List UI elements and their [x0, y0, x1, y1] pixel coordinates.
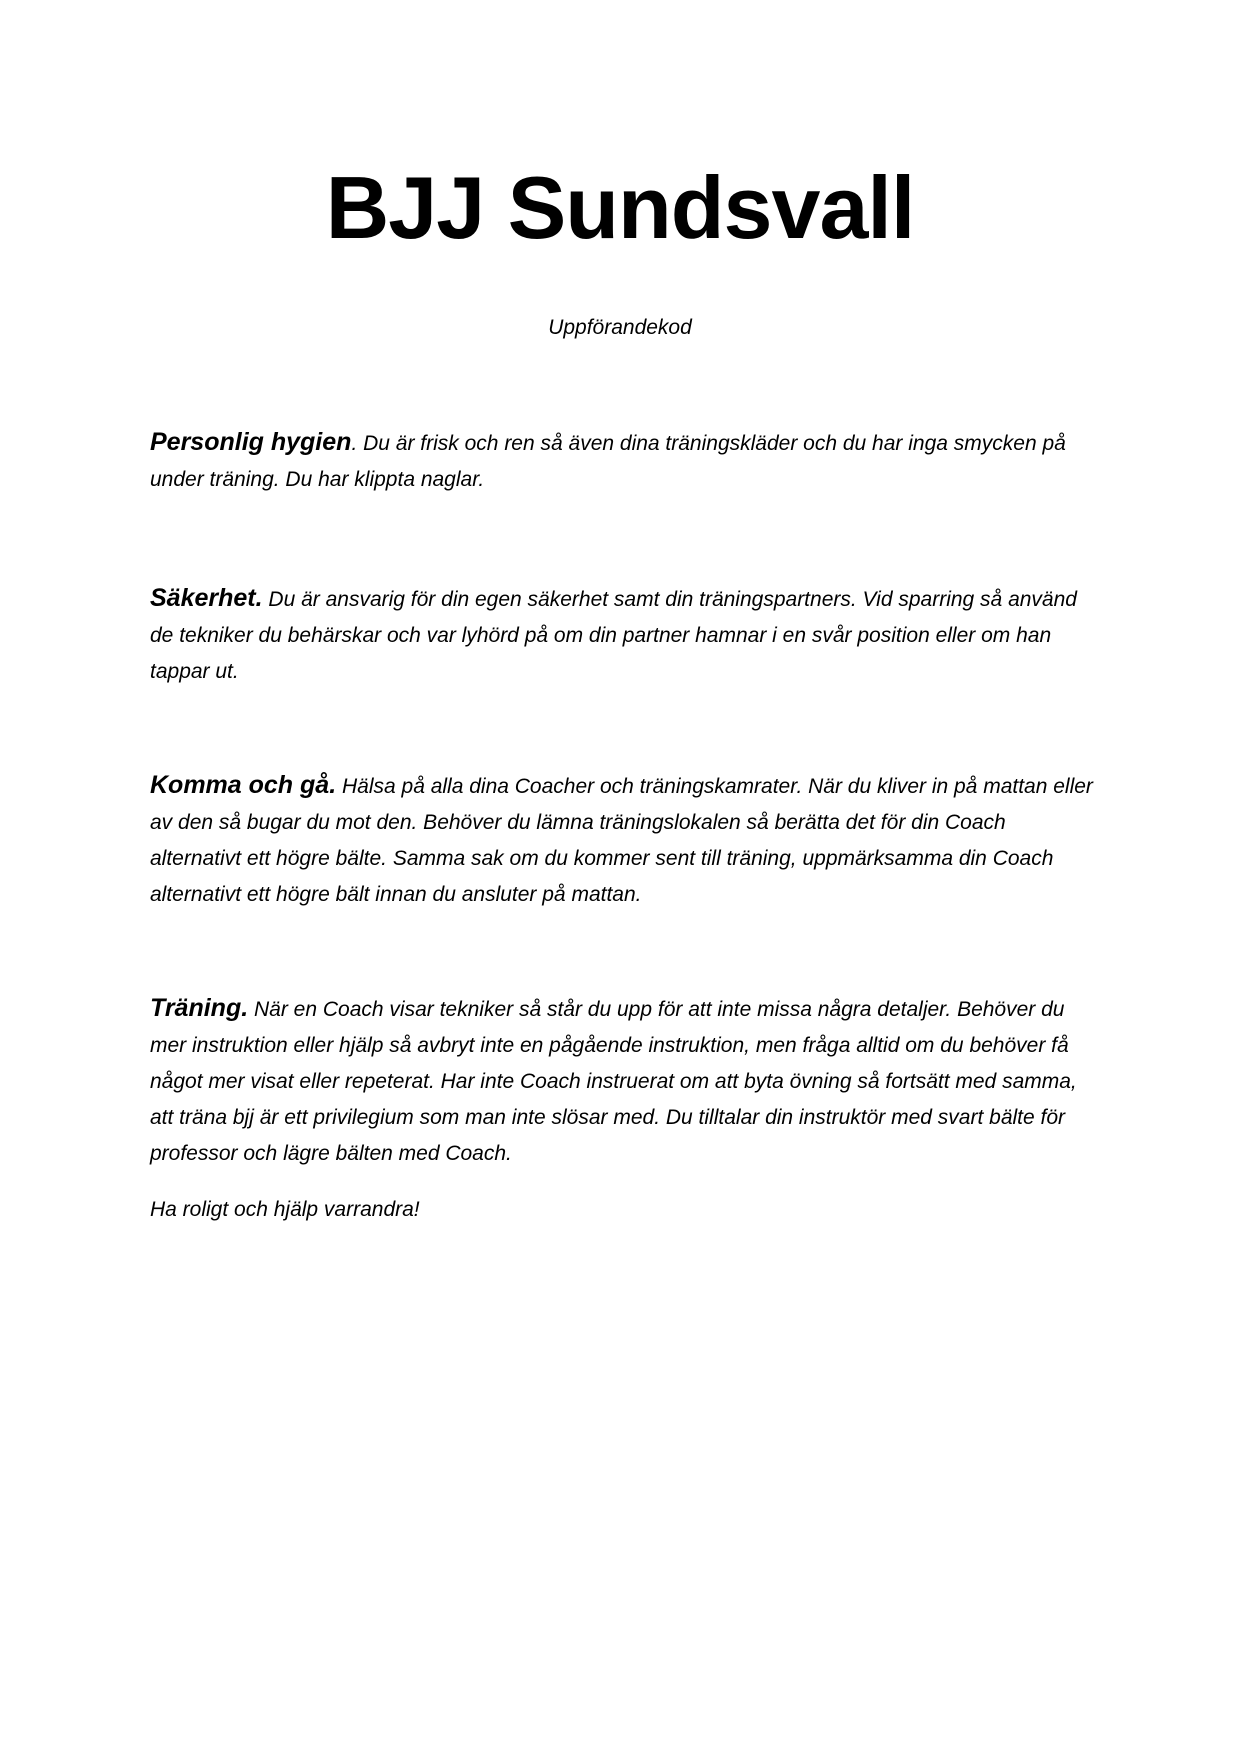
section-heading: Personlig hygien — [150, 428, 352, 456]
document-subtitle: Uppförandekod — [548, 316, 692, 339]
section-safety — [150, 580, 1100, 690]
section-text: Hälsa på alla dina Coacher och träningskamrater. När du kliver in på mattan eller av den så bugar du mot den. Behöver du lämna träningslokalen så berätta det för din Coach alternativt ett högre bälte. Samma sak om du kommer sent till träning, uppmärksamma din Coach alternativt ett högre bält innan du ansluter på mattan. — [150, 775, 1093, 906]
section-training — [150, 990, 1100, 1172]
section-text: När en Coach visar tekniker så står du upp för att inte missa några detaljer. Behöver du mer instruktion eller hjälp så avbryt inte en pågående instruktion, men fråga alltid om du behöver få något mer visat eller repeterat. Har inte Coach instruerat om att byta övning så fortsätt med samma, att träna bjj är ett privilegium som man inte slösar med. Du tilltalar din instruktör med svart bälte för professor och lägre bälten med Coach. — [150, 998, 1077, 1165]
closing-line: Ha roligt och hjälp varrandra! — [150, 1198, 420, 1221]
section-heading: Träning. — [150, 994, 249, 1022]
section-heading: Komma och gå. — [150, 771, 337, 799]
section-text: . Du är frisk och ren så även dina träningskläder och du har inga smycken på under träning. Du har klippta naglar. — [150, 432, 1066, 491]
document-title: BJJ Sundsvall — [325, 158, 915, 257]
section-arriving-leaving — [150, 767, 1100, 913]
section-heading: Säkerhet. — [150, 584, 263, 612]
section-text: Du är ansvarig för din egen säkerhet samt din träningspartners. Vid sparring så använd de tekniker du behärskar och var lyhörd på om din partner hamnar i en svår position eller om han tappar ut. — [150, 588, 1077, 683]
section-personal-hygiene — [150, 424, 1100, 498]
